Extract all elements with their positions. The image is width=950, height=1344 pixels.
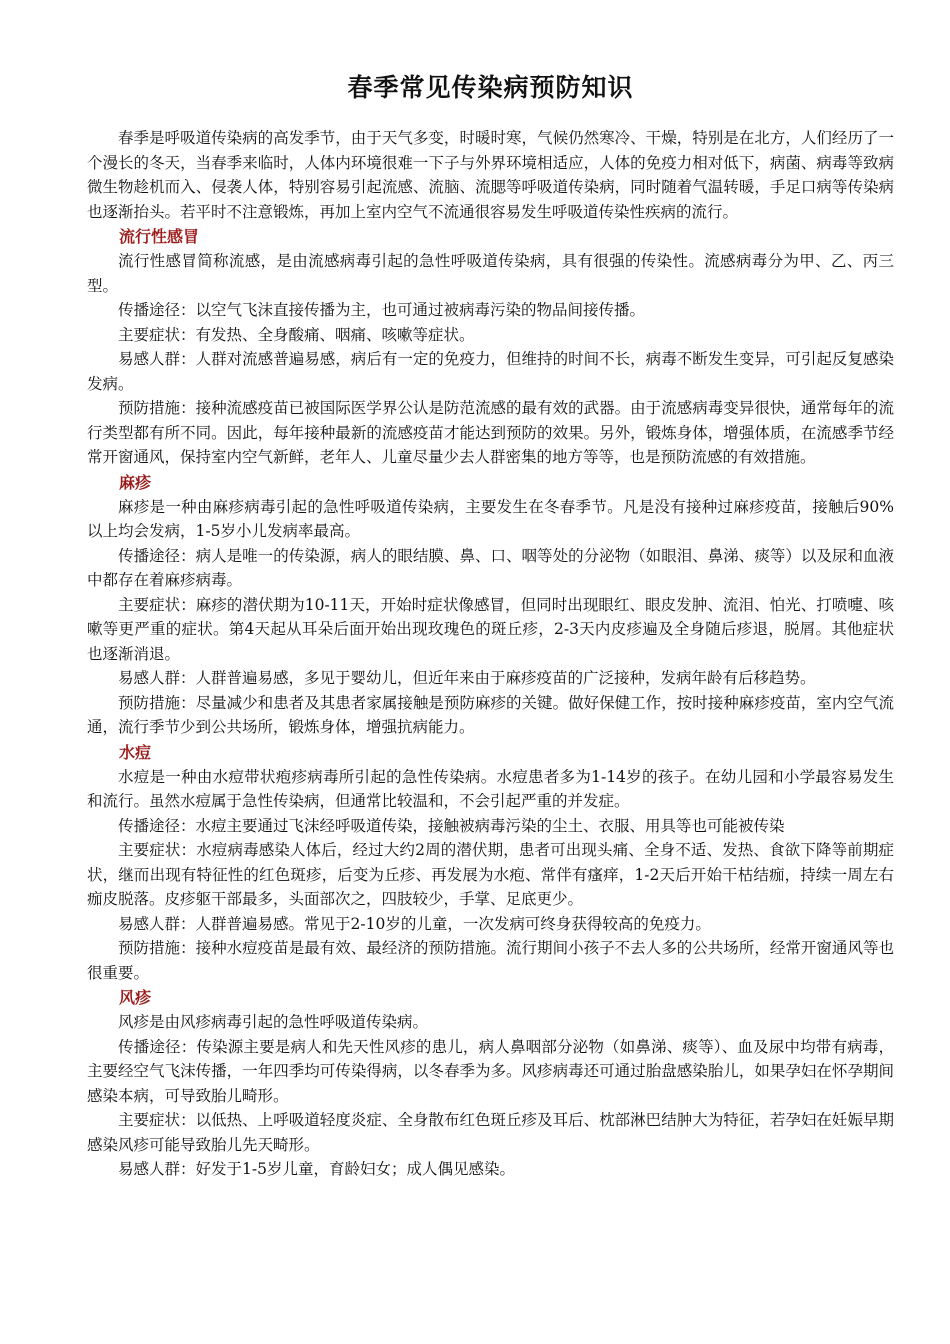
section-heading: 水痘 — [119, 742, 152, 762]
section-paragraph: 麻疹是一种由麻疹病毒引起的急性呼吸道传染病，主要发生在冬春季节。凡是没有接种过麻疹疫苗，接触后90%以上均会发病，1-5岁小儿发病率最高。 — [87, 497, 894, 540]
section-paragraph: 预防措施：接种水痘疫苗是最有效、最经济的预防措施。流行期间小孩子不去人多的公共场所，经常开窗通风等也很重要。 — [87, 939, 894, 982]
section-paragraph: 易感人群：人群对流感普遍易感，病后有一定的免疫力，但维持的时间不长，病毒不断发生变异，可引起反复感染发病。 — [87, 350, 894, 393]
document-title: 春季常见传染病预防知识 — [347, 73, 634, 102]
intro-paragraph: 春季是呼吸道传染病的高发季节，由于天气多变，时暖时寒，气候仍然寒冷、干燥，特别是在北方，人们经历了一个漫长的冬天，当春季来临时，人体内环境很难一下子与外界环境相适应，人体的免疫力相对低下，病菌、病毒等致病微生物趁机而入、侵袭人体，特别容易引起流感、流脑、流腮等呼吸道传染病，同时随着气温转暖，手足口病等传染病也逐渐抬头。若平时不注意锻炼，再加上室内空气不流通很容易发生呼吸道传染性疾病的流行。 — [87, 129, 894, 221]
section-measles — [87, 470, 894, 740]
section-paragraph: 传播途径：传染源主要是病人和先天性风疹的患儿，病人鼻咽部分泌物（如鼻涕、痰等）、血及尿中均带有病毒，主要经空气飞沫传播，一年四季均可传染得病，以冬春季为多。风疹病毒还可通过胎盘感染胎儿，如果孕妇在怀孕期间感染本病，可导致胎儿畸形。 — [87, 1037, 894, 1105]
section-paragraph: 易感人群：人群普遍易感，多见于婴幼儿，但近年来由于麻疹疫苗的广泛接种，发病年龄有后移趋势。 — [118, 669, 816, 687]
section-paragraph: 传播途径：以空气飞沫直接传播为主，也可通过被病毒污染的物品间接传播。 — [118, 301, 646, 319]
section-paragraph: 主要症状：水痘病毒感染人体后，经过大约2周的潜伏期，患者可出现头痛、全身不适、发热、食欲下降等前期症状，继而出现有特征性的红色斑疹，后变为丘疹、再发展为水疱、常伴有瘙痒，1-2天后开始干枯结痂，持续一周左右痂皮脱落。皮疹躯干部最多，头面部次之，四肢较少，手掌、足底更少。 — [87, 841, 894, 908]
section-heading: 风疹 — [119, 988, 152, 1007]
section-paragraph: 主要症状：以低热、上呼吸道轻度炎症、全身散布红色斑丘疹及耳后、枕部淋巴结肿大为特征，若孕妇在妊娠早期感染风疹可能导致胎儿先天畸形。 — [87, 1111, 894, 1154]
section-paragraph: 预防措施：接种流感疫苗已被国际医学界公认是防范流感的最有效的武器。由于流感病毒变异很快，通常每年的流行类型都有所不同。因此，每年接种最新的流感疫苗才能达到预防的效果。另外，锻炼身体，增强体质，在流感季节经常开窗通风，保持室内空气新鲜，老年人、儿童尽量少去人群密集的地方等等，也是预防流感的有效措施。 — [87, 399, 894, 466]
section-heading: 麻疹 — [119, 472, 152, 492]
section-paragraph: 传播途径：病人是唯一的传染源，病人的眼结膜、鼻、口、咽等处的分泌物（如眼泪、鼻涕、痰等）以及尿和血液中都存在着麻疹病毒。 — [87, 546, 894, 589]
section-paragraph: 主要症状：有发热、全身酸痛、咽痛、咳嗽等症状。 — [118, 325, 475, 344]
section-paragraph: 传播途径：水痘主要通过飞沫经呼吸道传染，接触被病毒污染的尘土、衣服、用具等也可能被传染 — [118, 816, 785, 835]
section-heading: 流行性感冒 — [119, 227, 200, 246]
section-rubella — [87, 985, 894, 1182]
section-paragraph: 水痘是一种由水痘带状疱疹病毒所引起的急性传染病。水痘患者多为1-14岁的孩子。在幼儿园和小学最容易发生和流行。虽然水痘属于急性传染病，但通常比较温和，不会引起严重的并发症。 — [87, 767, 894, 810]
section-paragraph: 流行性感冒简称流感，是由流感病毒引起的急性呼吸道传染病，具有很强的传染性。流感病毒分为甲、乙、丙三型。 — [87, 252, 894, 295]
section-chickenpox — [87, 740, 894, 986]
section-paragraph: 主要症状：麻疹的潜伏期为10-11天，开始时症状像感冒，但同时出现眼红、眼皮发肿、流泪、怕光、打喷嚏、咳嗽等更严重的症状。第4天起从耳朵后面开始出现玫瑰色的斑丘疹，2-3天内皮疹遍及全身随后疹退，脱屑。其他症状也逐渐消退。 — [87, 595, 894, 663]
section-paragraph: 风疹是由风疹病毒引起的急性呼吸道传染病。 — [118, 1013, 429, 1031]
section-paragraph: 易感人群：好发于1-5岁儿童，育龄妇女；成人偶见感染。 — [118, 1160, 515, 1178]
section-paragraph: 预防措施：尽量减少和患者及其患者家属接触是预防麻疹的关键。做好保健工作，按时接种麻疹疫苗，室内空气流通，流行季节少到公共场所，锻炼身体，增强抗病能力。 — [87, 693, 894, 736]
section-influenza — [87, 224, 894, 470]
section-paragraph: 易感人群：人群普遍易感。常见于2-10岁的儿童，一次发病可终身获得较高的免疫力。 — [118, 914, 711, 933]
